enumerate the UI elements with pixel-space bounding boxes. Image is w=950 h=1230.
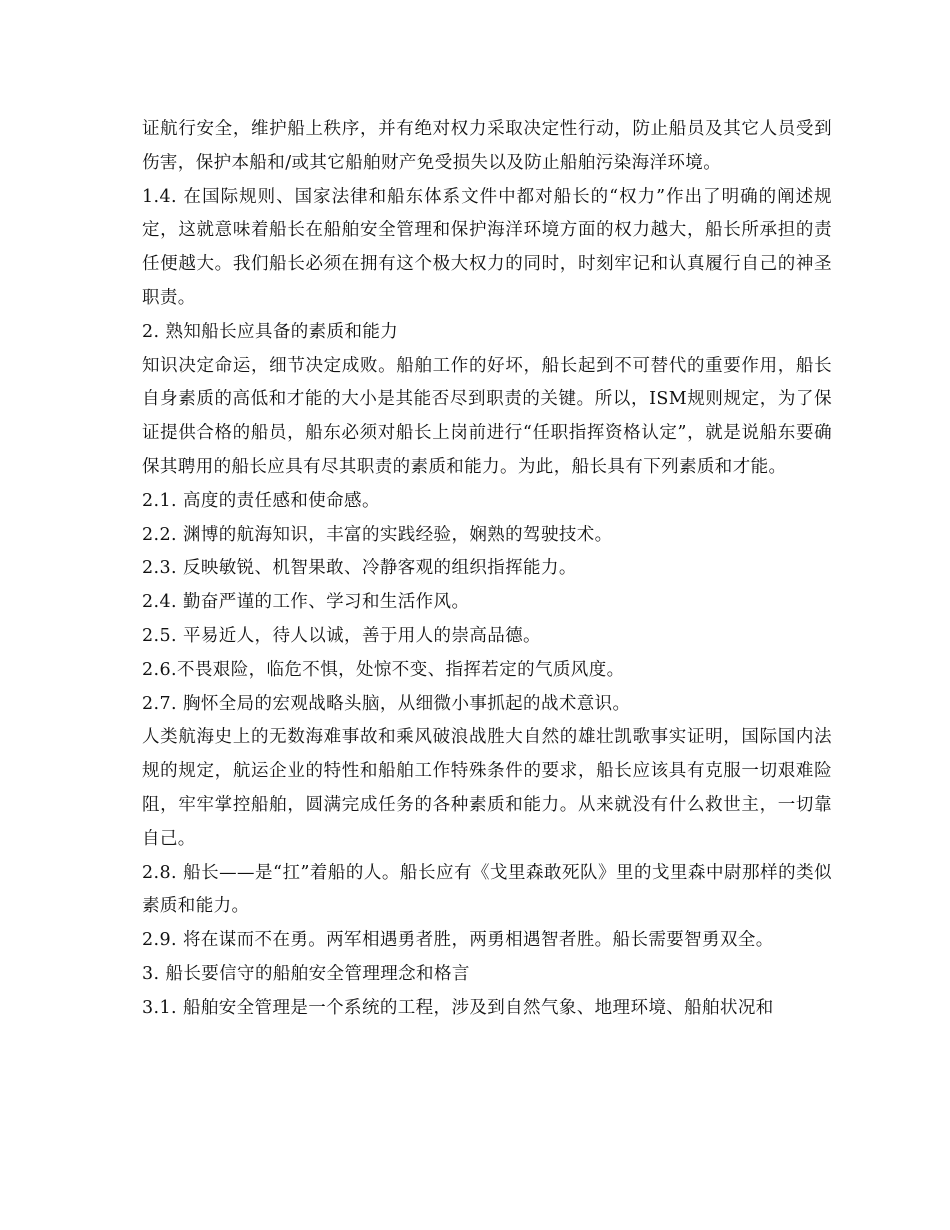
paragraph-1-4: 1.4. 在国际规则、国家法律和船东体系文件中都对船长的“权力”作出了明确的阐述规定，这就意味着船长在船舶安全管理和保护海洋环境方面的权力越大，船长所承担的责任便越大。我们船长必须在拥有这个极大权力的同时，时刻牢记和认真履行自己的神圣职责。 bbox=[142, 186, 832, 308]
list-item-2-3: 2.3. 反映敏锐、机智果敢、冷静客观的组织指挥能力。 bbox=[142, 558, 577, 579]
list-item-2-4: 2.4. 勤奋严谨的工作、学习和生活作风。 bbox=[142, 592, 470, 613]
list-item-2-9: 2.9. 将在谋而不在勇。两军相遇勇者胜，两勇相遇智者胜。船长需要智勇双全。 bbox=[142, 930, 774, 951]
list-item-2-8: 2.8. 船长——是“扛”着船的人。船长应有《戈里森敢死队》里的戈里森中尉那样的类似素质和能力。 bbox=[142, 862, 832, 917]
paragraph-continuation: 证航行安全，维护船上秩序，并有绝对权力采取决定性行动，防止船员及其它人员受到伤害，保护本船和/或其它船舶财产免受损失以及防止船舶污染海洋环境。 bbox=[142, 119, 832, 173]
list-item-2-1: 2.1. 高度的责任感和使命感。 bbox=[142, 490, 380, 511]
paragraph-history: 人类航海史上的无数海难事故和乘风破浪战胜大自然的雄壮凯歌事实证明，国际国内法规的规定，航运企业的特性和船舶工作特殊条件的要求，船长应该具有克服一切艰难险阻，牢牢掌控船舶，圆满完成任务的各种素质和能力。从来就没有什么救世主，一切靠自己。 bbox=[142, 727, 832, 849]
list-item-2-5: 2.5. 平易近人，待人以诚，善于用人的崇高品德。 bbox=[142, 625, 541, 646]
section-heading-2: 2. 熟知船长应具备的素质和能力 bbox=[142, 321, 399, 342]
list-item-2-7: 2.7. 胸怀全局的宏观战略头脑，从细微小事抓起的战术意识。 bbox=[142, 693, 631, 714]
document-body bbox=[142, 113, 832, 1026]
list-item-2-2: 2.2. 渊博的航海知识，丰富的实践经验，娴熟的驾驶技术。 bbox=[142, 524, 613, 545]
list-item-3-1: 3.1. 船舶安全管理是一个系统的工程，涉及到自然气象、地理环境、船舶状况和 bbox=[142, 997, 774, 1018]
section-heading-3: 3. 船长要信守的船舶安全管理理念和格言 bbox=[142, 963, 470, 984]
paragraph-knowledge: 知识决定命运，细节决定成败。船舶工作的好坏，船长起到不可替代的重要作用，船长自身素质的高低和才能的大小是其能否尽到职责的关键。所以，ISM规则规定，为了保证提供合格的船员，船东必须对船长上岗前进行“任职指挥资格认定”，就是说船东要确保其聘用的船长应具有尽其职责的素质和能力。为此，船长具有下列素质和才能。 bbox=[142, 355, 832, 477]
list-item-2-6: 2.6.不畏艰险，临危不惧，处惊不变、指挥若定的气质风度。 bbox=[142, 659, 625, 680]
